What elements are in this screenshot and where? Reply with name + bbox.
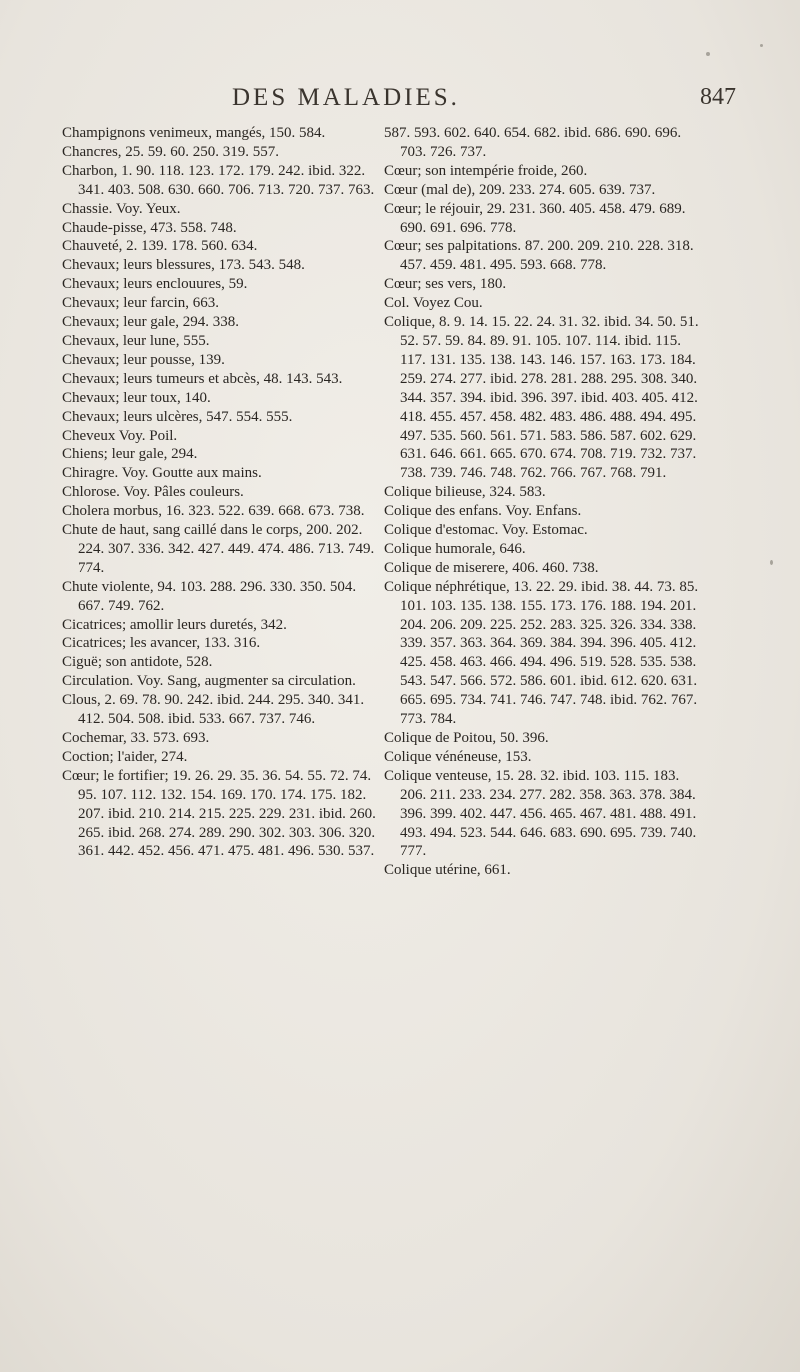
index-entry: Champignons venimeux, mangés, 150. 584. — [62, 125, 326, 141]
index-entry: Circulation. Voy. Sang, augmenter sa circulation. — [62, 673, 356, 690]
index-entry: Colique d'estomac. Voy. Estomac. — [384, 522, 588, 539]
index-entry: Cholera morbus, 16. 323. 522. 639. 668. 673. 738. — [62, 503, 365, 520]
index-entry: Cicatrices; les avancer, 133. 316. — [62, 635, 261, 652]
index-entry: Col. Voyez Cou. — [384, 295, 483, 312]
index-entry: Chute violente, 94. 103. 288. 296. 330. 350. 504. 667. 749. 762. — [62, 578, 357, 614]
index-entry: Chevaux; leurs enclouures, 59. — [62, 276, 248, 293]
index-entry: Cochemar, 33. 573. 693. — [62, 730, 210, 746]
index-entry: Cœur; le réjouir, 29. 231. 360. 405. 458. 479. 689. 690. 691. 696. 778. — [384, 200, 686, 236]
index-entry: Chevaux; leur toux, 140. — [62, 389, 211, 406]
index-entry: Chevaux; leurs tumeurs et abcès, 48. 143. 543. — [62, 370, 343, 387]
index-entry: 587. 593. 602. 640. 654. 682. ibid. 686. 690. 696. 703. 726. 737. — [384, 125, 682, 160]
index-entry: Cœur (mal de), 209. 233. 274. 605. 639. 737. — [384, 181, 656, 198]
index-entry: Chlorose. Voy. Pâles couleurs. — [62, 484, 244, 501]
index-entry: Cicatrices; amollir leurs duretés, 342. — [62, 616, 287, 633]
index-entry: Colique venteuse, 15. 28. 32. ibid. 103. 115. 183. 206. 211. 233. 234. 277. 282. 358. 363. 378. 384. 396. 399. 402. 447. 456. 465. 467. 481. 488. 491. 493. 494. 523. 544. 646. 683. 690. 695. 739. 740. 777. — [384, 767, 697, 860]
index-entry: Colique vénéneuse, 153. — [384, 748, 532, 765]
index-entry: Chevaux; leur gale, 294. 338. — [62, 314, 240, 331]
index-entry: Colique des enfans. Voy. Enfans. — [384, 503, 582, 520]
index-entry: Colique humorale, 646. — [384, 540, 526, 557]
index-entry: Coction; l'aider, 274. — [62, 748, 188, 765]
index-entry: Chute de haut, sang caillé dans le corps, 200. 202. 224. 307. 336. 342. 427. 449. 474. 486. 713. 749. 774. — [62, 522, 375, 576]
index-entry: Chevaux; leur pousse, 139. — [62, 351, 225, 368]
index-entry: Cœur; le fortifier; 19. 26. 29. 35. 36. 54. 55. 72. 74. 95. 107. 112. 132. 154. 169. 170. 174. 175. 182. 207. ibid. 210. 214. 215. 225. 229. 231. ibid. 260. 265. ibid. 268. 274. 289. 290. 302. 303. 306. 320. 361. 442. 452. 456. 471. 475. 481. 496. 530. 537. — [62, 767, 376, 860]
index-entry: Colique bilieuse, 324. 583. — [384, 484, 546, 501]
index-entry: Chevaux; leur farcin, 663. — [62, 295, 220, 312]
paper-speck — [770, 560, 773, 565]
index-entry: Chiragre. Voy. Goutte aux mains. — [62, 465, 262, 482]
index-entry: Charbon, 1. 90. 118. 123. 172. 179. 242. ibid. 322. 341. 403. 508. 630. 660. 706. 713. 720. 737. 763. — [62, 162, 375, 198]
index-entry: Colique, 8. 9. 14. 15. 22. 24. 31. 32. ibid. 34. 50. 51. 52. 57. 59. 84. 89. 91. 105. 107. 114. ibid. 115. 117. 131. 135. 138. 143. 146. 157. 163. 173. 184. 259. 274. 277. ibid. 278. 281. 288. 295. 308. 340. 344. 357. 394. ibid. 396. 397. ibid. 403. 405. 412. 418. 455. 457. 458. 482. 483. 486. 488. 494. 495. 497. 535. 560. 561. 571. 583. 586. 587. 602. 629. 631. 646. 661. 665. 670. 674. 708. 719. 732. 737. 738. 739. 746. 748. 762. 766. 767. 768. 791. — [384, 314, 699, 482]
index-entry: Chevaux; leurs blessures, 173. 543. 548. — [62, 257, 305, 274]
index-entry: Colique utérine, 661. — [384, 862, 511, 879]
page-number: 847 — [700, 84, 736, 110]
page-header — [0, 84, 800, 116]
index-entry: Cœur; ses vers, 180. — [384, 276, 507, 293]
index-entry: Chevaux; leurs ulcères, 547. 554. 555. — [62, 408, 293, 425]
index-entry: Clous, 2. 69. 78. 90. 242. ibid. 244. 295. 340. 341. 412. 504. 508. ibid. 533. 667. 737. 746. — [62, 692, 365, 728]
running-title: DES MALADIES. — [232, 84, 460, 111]
index-entry: Colique néphrétique, 13. 22. 29. ibid. 38. 44. 73. 85. 101. 103. 135. 138. 155. 173. 176. 188. 194. 201. 204. 206. 209. 225. 252. 283. 325. 326. 334. 338. 339. 357. 363. 364. 369. 384. 394. 396. 405. 412. 425. 458. 463. 466. 494. 496. 519. 528. 535. 538. 543. 547. 566. 572. 586. 601. ibid. 612. 620. 631. 665. 695. 734. 741. 746. 747. 748. ibid. 762. 767. 773. 784. — [384, 578, 699, 728]
paper-speck — [706, 52, 710, 56]
index-entry: Chassie. Voy. Yeux. — [62, 200, 181, 217]
index-entry: Cœur; son intempérie froide, 260. — [384, 162, 588, 179]
index-entry: Chiens; leur gale, 294. — [62, 446, 198, 463]
index-column-right — [384, 124, 702, 880]
index-entry: Chancres, 25. 59. 60. 250. 319. 557. — [62, 143, 280, 160]
index-entry: Cœur; ses palpitations. 87. 200. 209. 210. 228. 318. 457. 459. 481. 495. 593. 668. 778. — [384, 238, 694, 274]
index-entry: Colique de Poitou, 50. 396. — [384, 730, 549, 746]
index-entry: Chauveté, 2. 139. 178. 560. 634. — [62, 238, 258, 255]
index-entry: Chevaux, leur lune, 555. — [62, 332, 210, 349]
index-entry: Cheveux Voy. Poil. — [62, 427, 178, 444]
index-column-left — [62, 124, 380, 861]
index-entry: Colique de miserere, 406. 460. 738. — [384, 559, 599, 576]
index-entry: Ciguë; son antidote, 528. — [62, 654, 213, 671]
index-entry: Chaude-pisse, 473. 558. 748. — [62, 219, 237, 236]
paper-speck — [760, 44, 763, 47]
